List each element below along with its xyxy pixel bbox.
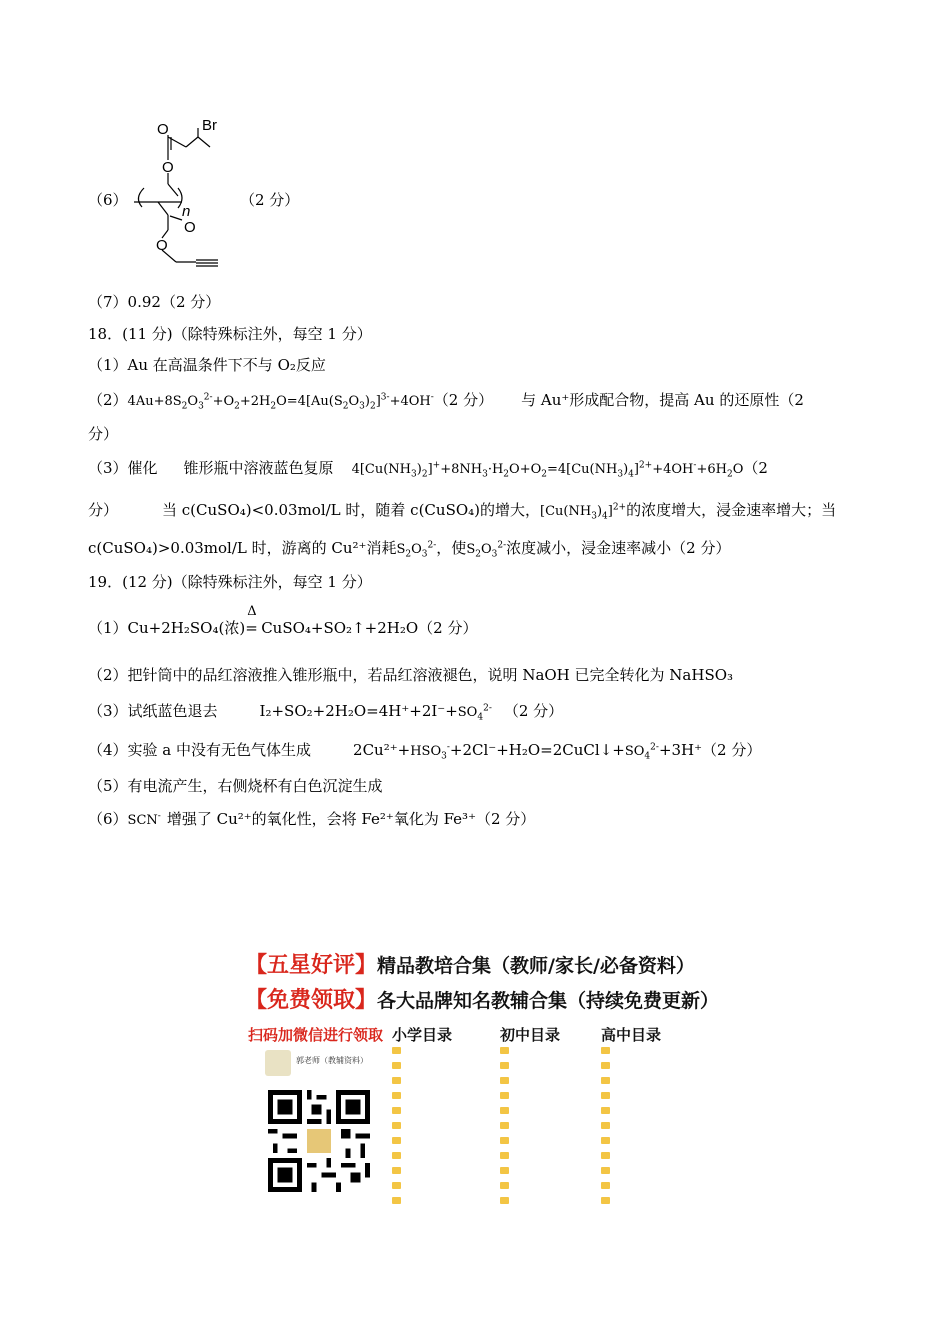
q19-item4-b: 2Cu²⁺+: [353, 741, 411, 759]
oxygen-atom-label: O: [157, 121, 169, 138]
q19-item6-line: [88, 809, 535, 831]
folder-icon: [601, 1077, 610, 1084]
q18-item3-line3-a: c(CuSO₄)>0.03mol/L 时，游离的 Cu²⁺消耗: [88, 539, 397, 557]
list-item: [500, 1148, 509, 1163]
q18-item1: （1）Au 在高温条件下不与 O₂反应: [88, 356, 326, 374]
folder-icon: [392, 1122, 401, 1129]
q18-thiosulfate-ion: $S_2O_3^{2-}$: [396, 540, 437, 560]
q18-complex-ion: $[Cu(NH_3)_4]^{2+}$: [540, 502, 627, 522]
folder-icon: [500, 1077, 509, 1084]
folder-icon: [392, 1047, 401, 1054]
q19-item3-b: I₂+SO₂+2H₂O=4H⁺+2I⁻+: [259, 702, 458, 720]
ad-high-folder-list: [601, 1043, 610, 1208]
ad-high-catalog: 高中目录: [601, 1026, 662, 1044]
folder-icon: [601, 1107, 610, 1114]
folder-icon: [601, 1167, 610, 1174]
q17-item7: （7）0.92（2 分）: [88, 293, 221, 311]
ad-primary-folder-list: [392, 1043, 401, 1208]
list-item: [500, 1103, 509, 1118]
q18-item3-cont-line: [88, 500, 836, 522]
q18-item3-cont-a: 分）: [88, 501, 119, 519]
folder-icon: [601, 1062, 610, 1069]
avatar: [265, 1050, 291, 1076]
folder-icon: [392, 1152, 401, 1159]
list-item: [601, 1058, 610, 1073]
q19-sulfate-ion: $SO_4^{2-}$: [457, 703, 492, 723]
q18-item2-line: [88, 390, 804, 412]
q19-item1-b: CuSO₄+SO₂↑+2H₂O（2 分）: [261, 619, 478, 637]
oxygen-atom-label: O: [184, 219, 196, 236]
ad-headline-1: [245, 948, 695, 979]
q19-item3-a: （3）试纸蓝色退去: [88, 702, 218, 720]
list-item: [392, 1193, 401, 1208]
q18-header: 18．(11 分)（除特殊标注外，每空 1 分）: [88, 325, 372, 343]
q19-item3-line: [88, 701, 563, 723]
oxygen-atom-label: O: [156, 237, 168, 254]
list-item: [392, 1103, 401, 1118]
list-item: [392, 1133, 401, 1148]
list-item: [601, 1073, 610, 1088]
list-item: [500, 1118, 509, 1133]
list-item: [500, 1058, 509, 1073]
list-item: [392, 1178, 401, 1193]
folder-icon: [392, 1167, 401, 1174]
q18-item3-label: （3）催化: [88, 459, 158, 477]
list-item: [601, 1088, 610, 1103]
list-item: [601, 1103, 610, 1118]
qr-code[interactable]: [268, 1090, 370, 1192]
list-item: [601, 1163, 610, 1178]
folder-icon: [500, 1062, 509, 1069]
list-item: [500, 1193, 509, 1208]
folder-icon: [500, 1092, 509, 1099]
ad-primary-catalog: 小学目录: [392, 1026, 453, 1044]
list-item: [500, 1043, 509, 1058]
q19-item2: （2）把针筒中的品红溶液推入锥形瓶中，若品红溶液褪色，说明 NaOH 已完全转化为 NaHSO₃: [88, 666, 734, 684]
q19-item4-a: （4）实验 a 中没有无色气体生成: [88, 741, 312, 759]
folder-icon: [601, 1197, 610, 1204]
ad-headline-2-red: 【免费领取】: [245, 988, 378, 1013]
oxygen-atom-label: O: [162, 159, 174, 176]
q17-item6-label: （6）: [88, 191, 128, 209]
q18-item2-text: 与 Au⁺形成配合物，提高 Au 的还原性（2: [521, 391, 804, 409]
list-item: [601, 1118, 610, 1133]
folder-icon: [601, 1182, 610, 1189]
q18-item3-text: 锥形瓶中溶液蓝色复原: [183, 459, 334, 477]
q18-item3-line3: [88, 538, 730, 560]
list-item: [500, 1163, 509, 1178]
list-item: [392, 1058, 401, 1073]
q18-item3-line3-b: ，使: [436, 539, 467, 557]
folder-icon: [392, 1077, 401, 1084]
q18-item3-cont-c: 的浓度增大，浸金速率增大；当: [626, 501, 837, 519]
q19-item5: （5）有电流产生，右侧烧杯有白色沉淀生成: [88, 777, 383, 795]
folder-icon: [392, 1182, 401, 1189]
ad-middle-catalog: 初中目录: [500, 1026, 561, 1044]
folder-icon: [392, 1197, 401, 1204]
heat-equals-sign: Δ =: [245, 604, 258, 637]
q19-item3-c: （2 分）: [503, 702, 564, 720]
folder-icon: [500, 1047, 509, 1054]
list-item: [601, 1193, 610, 1208]
list-item: [601, 1133, 610, 1148]
list-item: [500, 1178, 509, 1193]
q19-item1-a: （1）Cu+2H₂SO₄(浓): [88, 619, 246, 637]
folder-icon: [601, 1047, 610, 1054]
folder-icon: [601, 1092, 610, 1099]
ad-scan-label: 扫码加微信进行领取: [248, 1026, 384, 1044]
list-item: [392, 1118, 401, 1133]
q19-header: 19．(12 分)（除特殊标注外，每空 1 分）: [88, 573, 372, 591]
folder-icon: [500, 1137, 509, 1144]
list-item: [601, 1178, 610, 1193]
q19-thiocyanate-ion: SCN-: [127, 811, 161, 828]
ad-headline-1-red: 【五星好评】: [245, 953, 378, 978]
ad-middle-folder-list: [500, 1043, 509, 1208]
list-item: [601, 1043, 610, 1058]
q18-item2-label: （2）: [88, 391, 128, 409]
folder-icon: [500, 1107, 509, 1114]
q19-item4-d: +3H⁺（2 分）: [658, 741, 762, 759]
q19-sulfate-ion: $SO_4^{2-}$: [624, 742, 659, 762]
list-item: [392, 1043, 401, 1058]
folder-icon: [500, 1197, 509, 1204]
q19-item4-c: +2Cl⁻+H₂O=2CuCl↓+: [449, 741, 625, 759]
folder-icon: [601, 1152, 610, 1159]
polymer-structure-diagram: [120, 110, 240, 280]
folder-icon: [500, 1152, 509, 1159]
folder-icon: [392, 1107, 401, 1114]
list-item: [500, 1088, 509, 1103]
bromine-atom-label: Br: [202, 117, 217, 134]
q19-bisulfite-ion: $HSO_3^-$: [410, 742, 450, 762]
ad-headline-2-black: 各大品牌知名教辅合集（持续免费更新）: [377, 990, 720, 1012]
folder-icon: [500, 1122, 509, 1129]
folder-icon: [392, 1092, 401, 1099]
q19-item6-a: （6）: [88, 810, 128, 828]
q18-thiosulfate-ion: $S_2O_3^{2-}$: [466, 540, 507, 560]
folder-icon: [601, 1137, 610, 1144]
q18-item3-cont-b: 当 c(CuSO₄)<0.03mol/L 时，随着 c(CuSO₄)的增大，: [162, 501, 541, 519]
folder-icon: [601, 1122, 610, 1129]
q18-item3-score: （2: [743, 459, 768, 477]
folder-icon: [500, 1167, 509, 1174]
ad-headline-1-black: 精品教培合集（教师/家长/必备资料）: [377, 955, 695, 977]
ad-headline-2: [245, 983, 719, 1014]
q18-item2-equation: $4Au+8S_2O_3^{2-}+O_2+2H_2O=4[Au(S_2O_3)_2]^{3-}+4OH^-$: [127, 392, 434, 412]
q18-item3-line: [88, 458, 768, 480]
folder-icon: [392, 1062, 401, 1069]
ad-contact-name: 郭老师（教辅资料）: [296, 1056, 368, 1065]
folder-icon: [500, 1182, 509, 1189]
list-item: [392, 1073, 401, 1088]
q17-item6-score: （2 分）: [240, 191, 300, 209]
q19-item6-b: 增强了 Cu²⁺的氧化性，会将 Fe²⁺氧化为 Fe³⁺（2 分）: [166, 810, 536, 828]
list-item: [601, 1148, 610, 1163]
list-item: [500, 1073, 509, 1088]
folder-icon: [392, 1137, 401, 1144]
list-item: [500, 1133, 509, 1148]
q18-item2-cont: 分）: [88, 425, 119, 443]
list-item: [392, 1163, 401, 1178]
list-item: [392, 1088, 401, 1103]
q18-item3-line3-c: 浓度减小，浸金速率减小（2 分）: [506, 539, 731, 557]
q18-item3-equation: $4[Cu(NH_3)_2]^++8NH_3\cdot H_2O+O_2=4[Cu(NH_3)_4]^{2+}+4OH^-+6H_2O$: [351, 460, 744, 480]
q19-item1-line: [88, 604, 478, 638]
q18-item2-score: （2 分）: [433, 391, 494, 409]
list-item: [392, 1148, 401, 1163]
q19-item4-line: [88, 740, 761, 762]
repeat-n-label: n: [182, 203, 191, 220]
